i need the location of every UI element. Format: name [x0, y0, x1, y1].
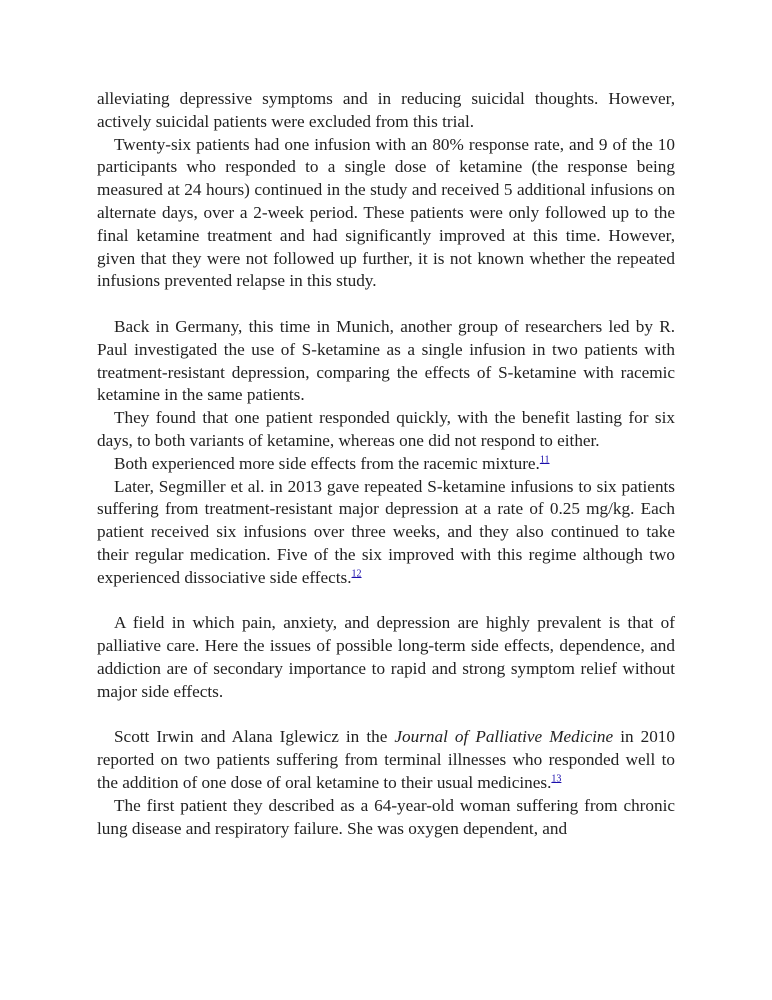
footnote-link-12[interactable]: 12: [351, 568, 362, 579]
paragraph-text: A field in which pain, anxiety, and depression are highly prevalent is that of palliative care. Here the issues of possible long-term side effects, dependence, and addiction are of secondary importance to rapid and strong symptom relief without major side effects.: [97, 613, 675, 701]
paragraph-text: The first patient they described as a 64-year-old woman suffering from chronic lung disease and respiratory failure. She was oxygen dependent, and: [97, 795, 675, 838]
paragraph-irwin-iglewicz: [97, 726, 675, 794]
document-page: [97, 88, 675, 840]
paragraph-text: They found that one patient responded quickly, with the benefit lasting for six days, to both variants of ketamine, whereas one did not respond to either.: [97, 408, 675, 450]
paragraph-text: in 2010 reported on two patients suffering from terminal illnesses who responded well to the addition of one dose of oral ketamine to their usual medicines.: [97, 727, 675, 792]
footnote-link-13[interactable]: 13: [551, 773, 562, 785]
paragraph-text: alleviating depressive symptoms and in reducing suicidal thoughts. However, actively suicidal patients were excluded from this trial.: [97, 89, 675, 131]
paragraph-twenty-six-patients: [97, 134, 675, 294]
paragraph-segmiller: [97, 476, 675, 590]
paragraph-munich-study: [97, 316, 675, 407]
paragraph-text: Twenty-six patients had one infusion with an 80% response rate, and 9 of the 10 participants who responded to a single dose of ketamine (the response being measured at 24 hours) continued in the study and received 5 additional infusions on alternate days, over a 2-week period. These patients were only followed up to the final ketamine treatment and had significantly improved at this time. However, given that they were not followed up further, it is not known whether the repeated infusions prevented relapse in this study.: [97, 134, 675, 291]
paragraph-findings: [97, 407, 675, 453]
paragraph-text: Scott Irwin and Alana Iglewicz in the: [114, 727, 395, 747]
paragraph-text: Back in Germany, this time in Munich, another group of researchers led by R. Paul investigated the use of S-ketamine as a single infusion in two patients with treatment-resistant depression, comparing the effects of S-ketamine with racemic ketamine in the same patients.: [97, 316, 675, 405]
journal-title: Journal of Palliative Medicine: [394, 727, 614, 747]
footnote-link-11[interactable]: 11: [539, 454, 550, 466]
paragraph-first-patient: [97, 795, 675, 841]
paragraph-text: Both experienced more side effects from the racemic mixture.: [114, 453, 540, 473]
paragraph-continuation: [97, 88, 675, 134]
paragraph-text: Later, Segmiller et al. in 2013 gave repeated S-ketamine infusions to six patients suffering from treatment-resistant major depression at a rate of 0.25 mg/kg. Each patient received six infusions over three weeks, and they also continued to take their regular medication. Five of the six improved with this regime although two experienced dissociative side effects.: [97, 476, 675, 587]
paragraph-side-effects: [97, 453, 675, 476]
paragraph-palliative-care: [97, 612, 675, 703]
